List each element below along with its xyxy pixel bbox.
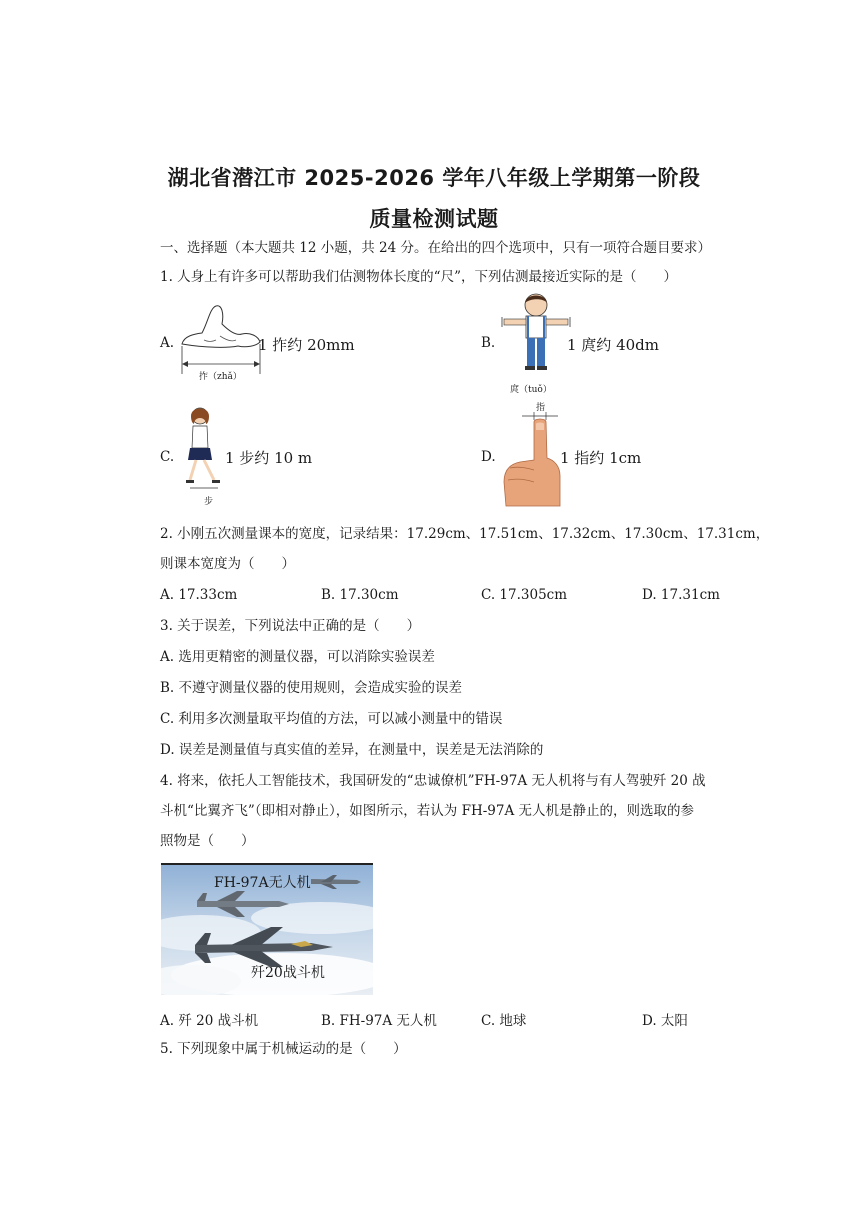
q1-option-a-caption: 1 拃约 20mm — [258, 336, 355, 354]
question-4-stem-line2: 斗机“比翼齐飞”（即相对静止），如图所示，若认为 FH-97A 无人机是静止的，则选取的参 — [160, 803, 695, 819]
q1-option-b-sublabel: 庹（tuǒ） — [510, 385, 552, 395]
q4-option-d: D. 太阳 — [642, 1013, 688, 1029]
question-5-stem: 5. 下列现象中属于机械运动的是（ ） — [160, 1041, 407, 1057]
q4-option-a: A. 歼 20 战斗机 — [160, 1013, 259, 1029]
q2-option-d: D. 17.31cm — [642, 587, 720, 603]
finger-width-figure — [500, 410, 562, 508]
q4-option-b: B. FH-97A 无人机 — [321, 1013, 437, 1029]
q1-option-d-caption: 1 指约 1cm — [560, 449, 642, 467]
q1-option-a-sublabel: 拃（zhǎ） — [199, 372, 242, 382]
arm-span-figure — [500, 291, 572, 383]
fighter-image-label: 歼20战斗机 — [251, 965, 325, 981]
q4-option-c: C. 地球 — [481, 1013, 527, 1029]
q1-option-a-letter: A. — [160, 335, 175, 351]
q1-option-d-sublabel: 指 — [536, 403, 546, 413]
q3-option-c: C. 利用多次测量取平均值的方法，可以减小测量中的错误 — [160, 711, 503, 727]
page-subtitle: 质量检测试题 — [369, 207, 499, 231]
q1-option-c-caption: 1 步约 10 m — [225, 449, 313, 467]
q1-option-c-letter: C. — [160, 449, 175, 465]
drone-image-label: FH-97A无人机 — [214, 875, 311, 891]
question-2-stem-line1: 2. 小刚五次测量课本的宽度，记录结果：17.29cm、17.51cm、17.32cm、17.30cm、17.31cm， — [160, 526, 770, 542]
question-4-stem-line1: 4. 将来，依托人工智能技术，我国研发的“忠诚僚机”FH-97A 无人机将与有人驾驶歼 20 战 — [160, 773, 706, 789]
q2-option-c: C. 17.305cm — [481, 587, 568, 603]
q2-option-b: B. 17.30cm — [321, 587, 399, 603]
q1-option-c-sublabel: 步 — [204, 497, 214, 507]
q3-option-d: D. 误差是测量值与真实值的差异，在测量中，误差是无法消除的 — [160, 742, 544, 758]
q2-option-a: A. 17.33cm — [160, 587, 238, 603]
walking-step-figure — [178, 404, 228, 496]
question-3-stem: 3. 关于误差，下列说法中正确的是（ ） — [160, 618, 421, 634]
page-title: 湖北省潜江市 2025-2026 学年八年级上学期第一阶段 — [167, 166, 701, 190]
section-header: 一、选择题（本大题共 12 小题，共 24 分。在给出的四个选项中，只有一项符合题目要求） — [160, 240, 712, 256]
q1-option-b-letter: B. — [481, 335, 496, 351]
question-4-stem-line3: 照物是（ ） — [160, 833, 255, 849]
question-1-stem: 1. 人身上有许多可以帮助我们估测物体长度的“尺”，下列估测最接近实际的是（ ） — [160, 269, 677, 285]
q1-option-d-letter: D. — [481, 449, 496, 465]
q1-option-b-caption: 1 庹约 40dm — [567, 336, 659, 354]
question-2-stem-line2: 则课本宽度为（ ） — [160, 556, 295, 572]
q3-option-a: A. 选用更精密的测量仪器，可以消除实验误差 — [160, 649, 435, 665]
q3-option-b: B. 不遵守测量仪器的使用规则，会造成实验的误差 — [160, 680, 463, 696]
